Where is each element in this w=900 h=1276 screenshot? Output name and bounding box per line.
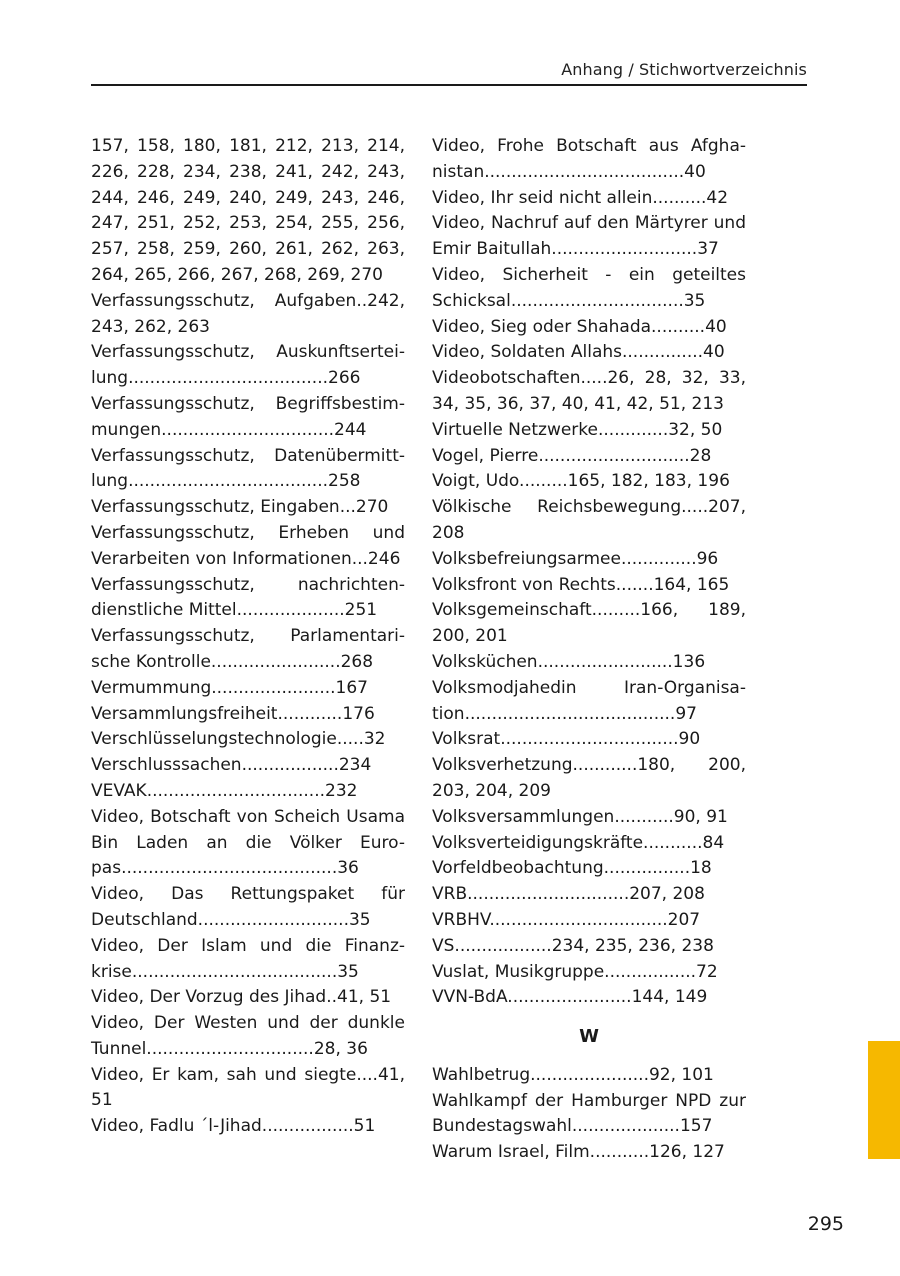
index-entry: Videobotschaften.....26, 28, 32, 33, 34, 35, 36, 37, 40, 41, 42, 51, 213 [432, 368, 746, 414]
index-entry: Volksmodjahedin Iran-Organisa-tion.......................................97 [432, 677, 746, 724]
index-entry: Verschlusssachen..................234 [91, 755, 372, 776]
index-entry: Verschlüsselungstechnologie.....32 [91, 729, 386, 750]
section-letter-w: W [579, 1026, 599, 1048]
index-entry: Video, Ihr seid nicht allein..........42 [432, 187, 729, 208]
chapter-thumb-tab [868, 1041, 900, 1159]
index-column-right [432, 134, 746, 1166]
index-entry: Volksverhetzung............180, 200, 203, 204, 209 [432, 755, 746, 801]
index-entry: Voigt, Udo.........165, 182, 183, 196 [432, 471, 730, 492]
index-entry: VRB..............................207, 208 [432, 884, 705, 905]
page-number: 295 [807, 1213, 844, 1235]
index-entry: Video, Der Islam und die Finanz-krise......................................35 [91, 935, 405, 982]
index-entry: Verfassungsschutz, Begriffsbestim-mungen................................244 [91, 393, 405, 440]
index-column-left [91, 134, 405, 1140]
index-entry: VEVAK.................................232 [91, 780, 358, 801]
index-entry: Vorfeldbeobachtung................18 [432, 858, 712, 879]
index-entry: Verfassungsschutz, Datenübermitt-lung.....................................258 [91, 445, 405, 492]
index-entry: Verfassungsschutz, nachrichten-dienstliche Mittel....................251 [91, 574, 405, 621]
index-entry: Video, Soldaten Allahs...............40 [432, 342, 725, 363]
index-entry: Volksversammlungen...........90, 91 [432, 806, 728, 827]
index-entry: Verfassungsschutz, Parlamentari-sche Kontrolle........................268 [91, 626, 405, 672]
index-entry: Volksrat.................................90 [432, 729, 701, 750]
index-entry: Vermummung.......................167 [91, 677, 368, 698]
index-entry: Volksbefreiungsarmee..............96 [432, 548, 719, 569]
index-entry: VVN-BdA.......................144, 149 [432, 987, 708, 1008]
index-entry: Volksfront von Rechts.......164, 165 [432, 574, 730, 595]
index-entry: Verfassungsschutz, Aufgaben..242, 243, 262, 263 [91, 290, 405, 337]
index-entry: VS..................234, 235, 236, 238 [432, 935, 714, 956]
index-entry: Video, Er kam, sah und siegte....41, 51 [91, 1064, 405, 1111]
index-entry: Wahlbetrug......................92, 101 [432, 1064, 714, 1085]
index-entry: Versammlungsfreiheit............176 [91, 703, 375, 724]
index-entry: Verfassungsschutz, Erheben und Verarbeiten von Informationen...246 [91, 522, 405, 569]
index-entry: Wahlkampf der Hamburger NPD zur Bundestagswahl....................157 [432, 1090, 746, 1137]
running-head: Anhang / Stichwortverzeichnis [561, 60, 807, 79]
index-entry: Volksgemeinschaft.........166, 189, 200, 201 [432, 600, 746, 647]
index-entry: Video, Frohe Botschaft aus Afgha-nistan.....................................40 [432, 136, 746, 182]
index-entry: Vuslat, Musikgruppe.................72 [432, 961, 718, 982]
index-entry: Verfassungsschutz, Eingaben...270 [91, 497, 389, 518]
index-entry: Video, Nachruf auf den Märtyrer und Emir Baitullah...........................37 [432, 213, 746, 260]
index-entry: Video, Der Westen und der dunkle Tunnel...............................28, 36 [91, 1013, 405, 1059]
index-entry: Video, Sicherheit - ein geteiltes Schicksal................................35 [432, 264, 746, 311]
index-entry: Video, Botschaft von Scheich Usama Bin Laden an die Völker Euro-pas........................................36 [91, 806, 405, 879]
index-entry: Video, Der Vorzug des Jihad..41, 51 [91, 987, 392, 1008]
index-entry: Video, Fadlu ´l-Jihad.................51 [91, 1116, 376, 1137]
index-entry: 157, 158, 180, 181, 212, 213, 214, 226, 228, 234, 238, 241, 242, 243, 244, 246, 249, 240, 249, 243, 246, 247, 251, 252, 253, 254, 255, 256, 257, 258, 259, 260, 261, 262, 263, 264, 265, 266, 267, 268, 269, 270 [91, 136, 405, 285]
index-entry: Völkische Reichsbewegung.....207, 208 [432, 497, 746, 543]
index-entry: Virtuelle Netzwerke.............32, 50 [432, 419, 723, 440]
index-entry: Vogel, Pierre............................28 [432, 445, 712, 466]
index-entry: Volksverteidigungskräfte...........84 [432, 832, 725, 853]
index-entry: VRBHV.................................207 [432, 909, 701, 930]
index-entry: Verfassungsschutz, Auskunftsertei-lung.....................................266 [91, 342, 405, 389]
index-entry: Video, Das Rettungspaket für Deutschland............................35 [91, 884, 405, 930]
header-rule [91, 84, 807, 86]
index-entry: Warum Israel, Film...........126, 127 [432, 1142, 725, 1163]
index-entry: Volksküchen.........................136 [432, 651, 706, 672]
index-entry: Video, Sieg oder Shahada..........40 [432, 316, 727, 337]
